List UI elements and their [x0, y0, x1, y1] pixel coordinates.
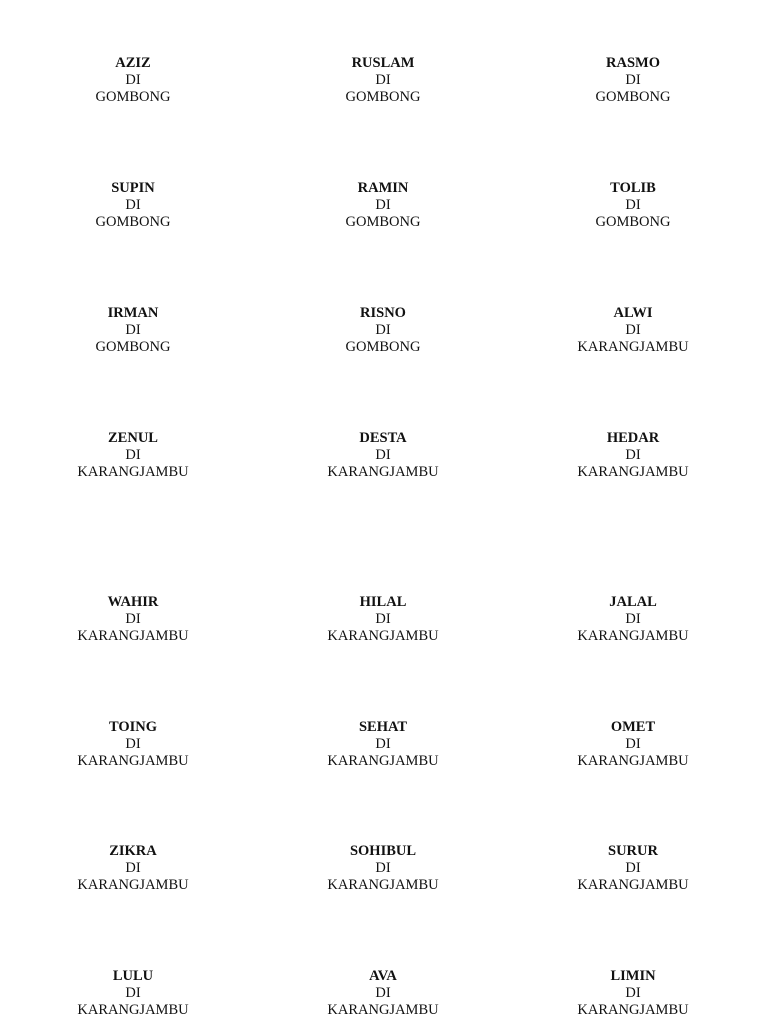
location-name: KARANGJAMBU [577, 1002, 689, 1018]
address-label [33, 843, 233, 894]
recipient-name: ZIKRA [109, 843, 157, 859]
location-name: KARANGJAMBU [77, 753, 189, 769]
address-label [283, 430, 483, 481]
recipient-name: LIMIN [610, 968, 656, 984]
location-preposition: DI [125, 736, 141, 752]
location-preposition: DI [125, 860, 141, 876]
location-name: GOMBONG [345, 214, 421, 230]
location-preposition: DI [625, 447, 641, 463]
location-name: KARANGJAMBU [577, 753, 689, 769]
recipient-name: SOHIBUL [349, 843, 417, 859]
address-label [533, 430, 733, 481]
location-preposition: DI [375, 860, 391, 876]
address-label [533, 843, 733, 894]
recipient-name: ALWI [613, 305, 653, 321]
recipient-name: TOING [108, 719, 158, 735]
recipient-name: IRMAN [107, 305, 159, 321]
location-name: KARANGJAMBU [77, 877, 189, 893]
recipient-name: DESTA [359, 430, 407, 446]
recipient-name: SUPIN [111, 180, 155, 196]
location-preposition: DI [125, 322, 141, 338]
address-label [283, 719, 483, 770]
address-label [533, 594, 733, 645]
location-preposition: DI [125, 985, 141, 1001]
recipient-name: LULU [112, 968, 154, 984]
address-label [33, 968, 233, 1019]
location-name: GOMBONG [95, 89, 171, 105]
location-name: GOMBONG [95, 214, 171, 230]
location-preposition: DI [375, 611, 391, 627]
recipient-name: AZIZ [115, 55, 151, 71]
address-label [283, 180, 483, 231]
location-preposition: DI [625, 985, 641, 1001]
location-preposition: DI [125, 197, 141, 213]
location-name: KARANGJAMBU [327, 753, 439, 769]
recipient-name: OMET [610, 719, 656, 735]
location-preposition: DI [125, 72, 141, 88]
address-label [283, 968, 483, 1019]
location-name: KARANGJAMBU [327, 464, 439, 480]
address-label [283, 55, 483, 106]
address-label [33, 305, 233, 356]
recipient-name: AVA [369, 968, 397, 984]
location-preposition: DI [625, 197, 641, 213]
location-name: GOMBONG [345, 89, 421, 105]
recipient-name: HEDAR [606, 430, 660, 446]
location-preposition: DI [625, 860, 641, 876]
recipient-name: SEHAT [358, 719, 408, 735]
location-name: GOMBONG [95, 339, 171, 355]
location-name: GOMBONG [595, 89, 671, 105]
recipient-name: RISNO [360, 305, 406, 321]
location-preposition: DI [375, 197, 391, 213]
location-preposition: DI [625, 322, 641, 338]
location-preposition: DI [375, 447, 391, 463]
address-label [33, 719, 233, 770]
location-preposition: DI [125, 611, 141, 627]
address-label [283, 594, 483, 645]
location-name: KARANGJAMBU [77, 628, 189, 644]
location-name: KARANGJAMBU [77, 464, 189, 480]
location-name: KARANGJAMBU [77, 1002, 189, 1018]
location-name: KARANGJAMBU [577, 877, 689, 893]
recipient-name: RUSLAM [351, 55, 415, 71]
recipient-name: SURUR [608, 843, 658, 859]
location-preposition: DI [375, 72, 391, 88]
location-name: KARANGJAMBU [577, 628, 689, 644]
address-label [33, 180, 233, 231]
address-label [533, 719, 733, 770]
location-name: GOMBONG [595, 214, 671, 230]
address-label [33, 430, 233, 481]
address-label [533, 305, 733, 356]
location-name: KARANGJAMBU [327, 628, 439, 644]
location-name: KARANGJAMBU [577, 339, 689, 355]
location-preposition: DI [375, 985, 391, 1001]
location-preposition: DI [375, 322, 391, 338]
address-label [33, 55, 233, 106]
location-preposition: DI [625, 611, 641, 627]
recipient-name: WAHIR [107, 594, 159, 610]
address-label [533, 55, 733, 106]
location-name: KARANGJAMBU [577, 464, 689, 480]
address-label [533, 180, 733, 231]
location-name: KARANGJAMBU [327, 877, 439, 893]
location-preposition: DI [125, 447, 141, 463]
address-label [533, 968, 733, 1019]
recipient-name: TOLIB [610, 180, 656, 196]
address-label [283, 305, 483, 356]
address-label [33, 594, 233, 645]
location-preposition: DI [375, 736, 391, 752]
location-preposition: DI [625, 736, 641, 752]
location-preposition: DI [625, 72, 641, 88]
recipient-name: ZENUL [108, 430, 158, 446]
recipient-name: HILAL [359, 594, 407, 610]
recipient-name: RASMO [606, 55, 660, 71]
location-name: GOMBONG [345, 339, 421, 355]
address-label [283, 843, 483, 894]
recipient-name: JALAL [609, 594, 657, 610]
recipient-name: RAMIN [357, 180, 409, 196]
location-name: KARANGJAMBU [327, 1002, 439, 1018]
